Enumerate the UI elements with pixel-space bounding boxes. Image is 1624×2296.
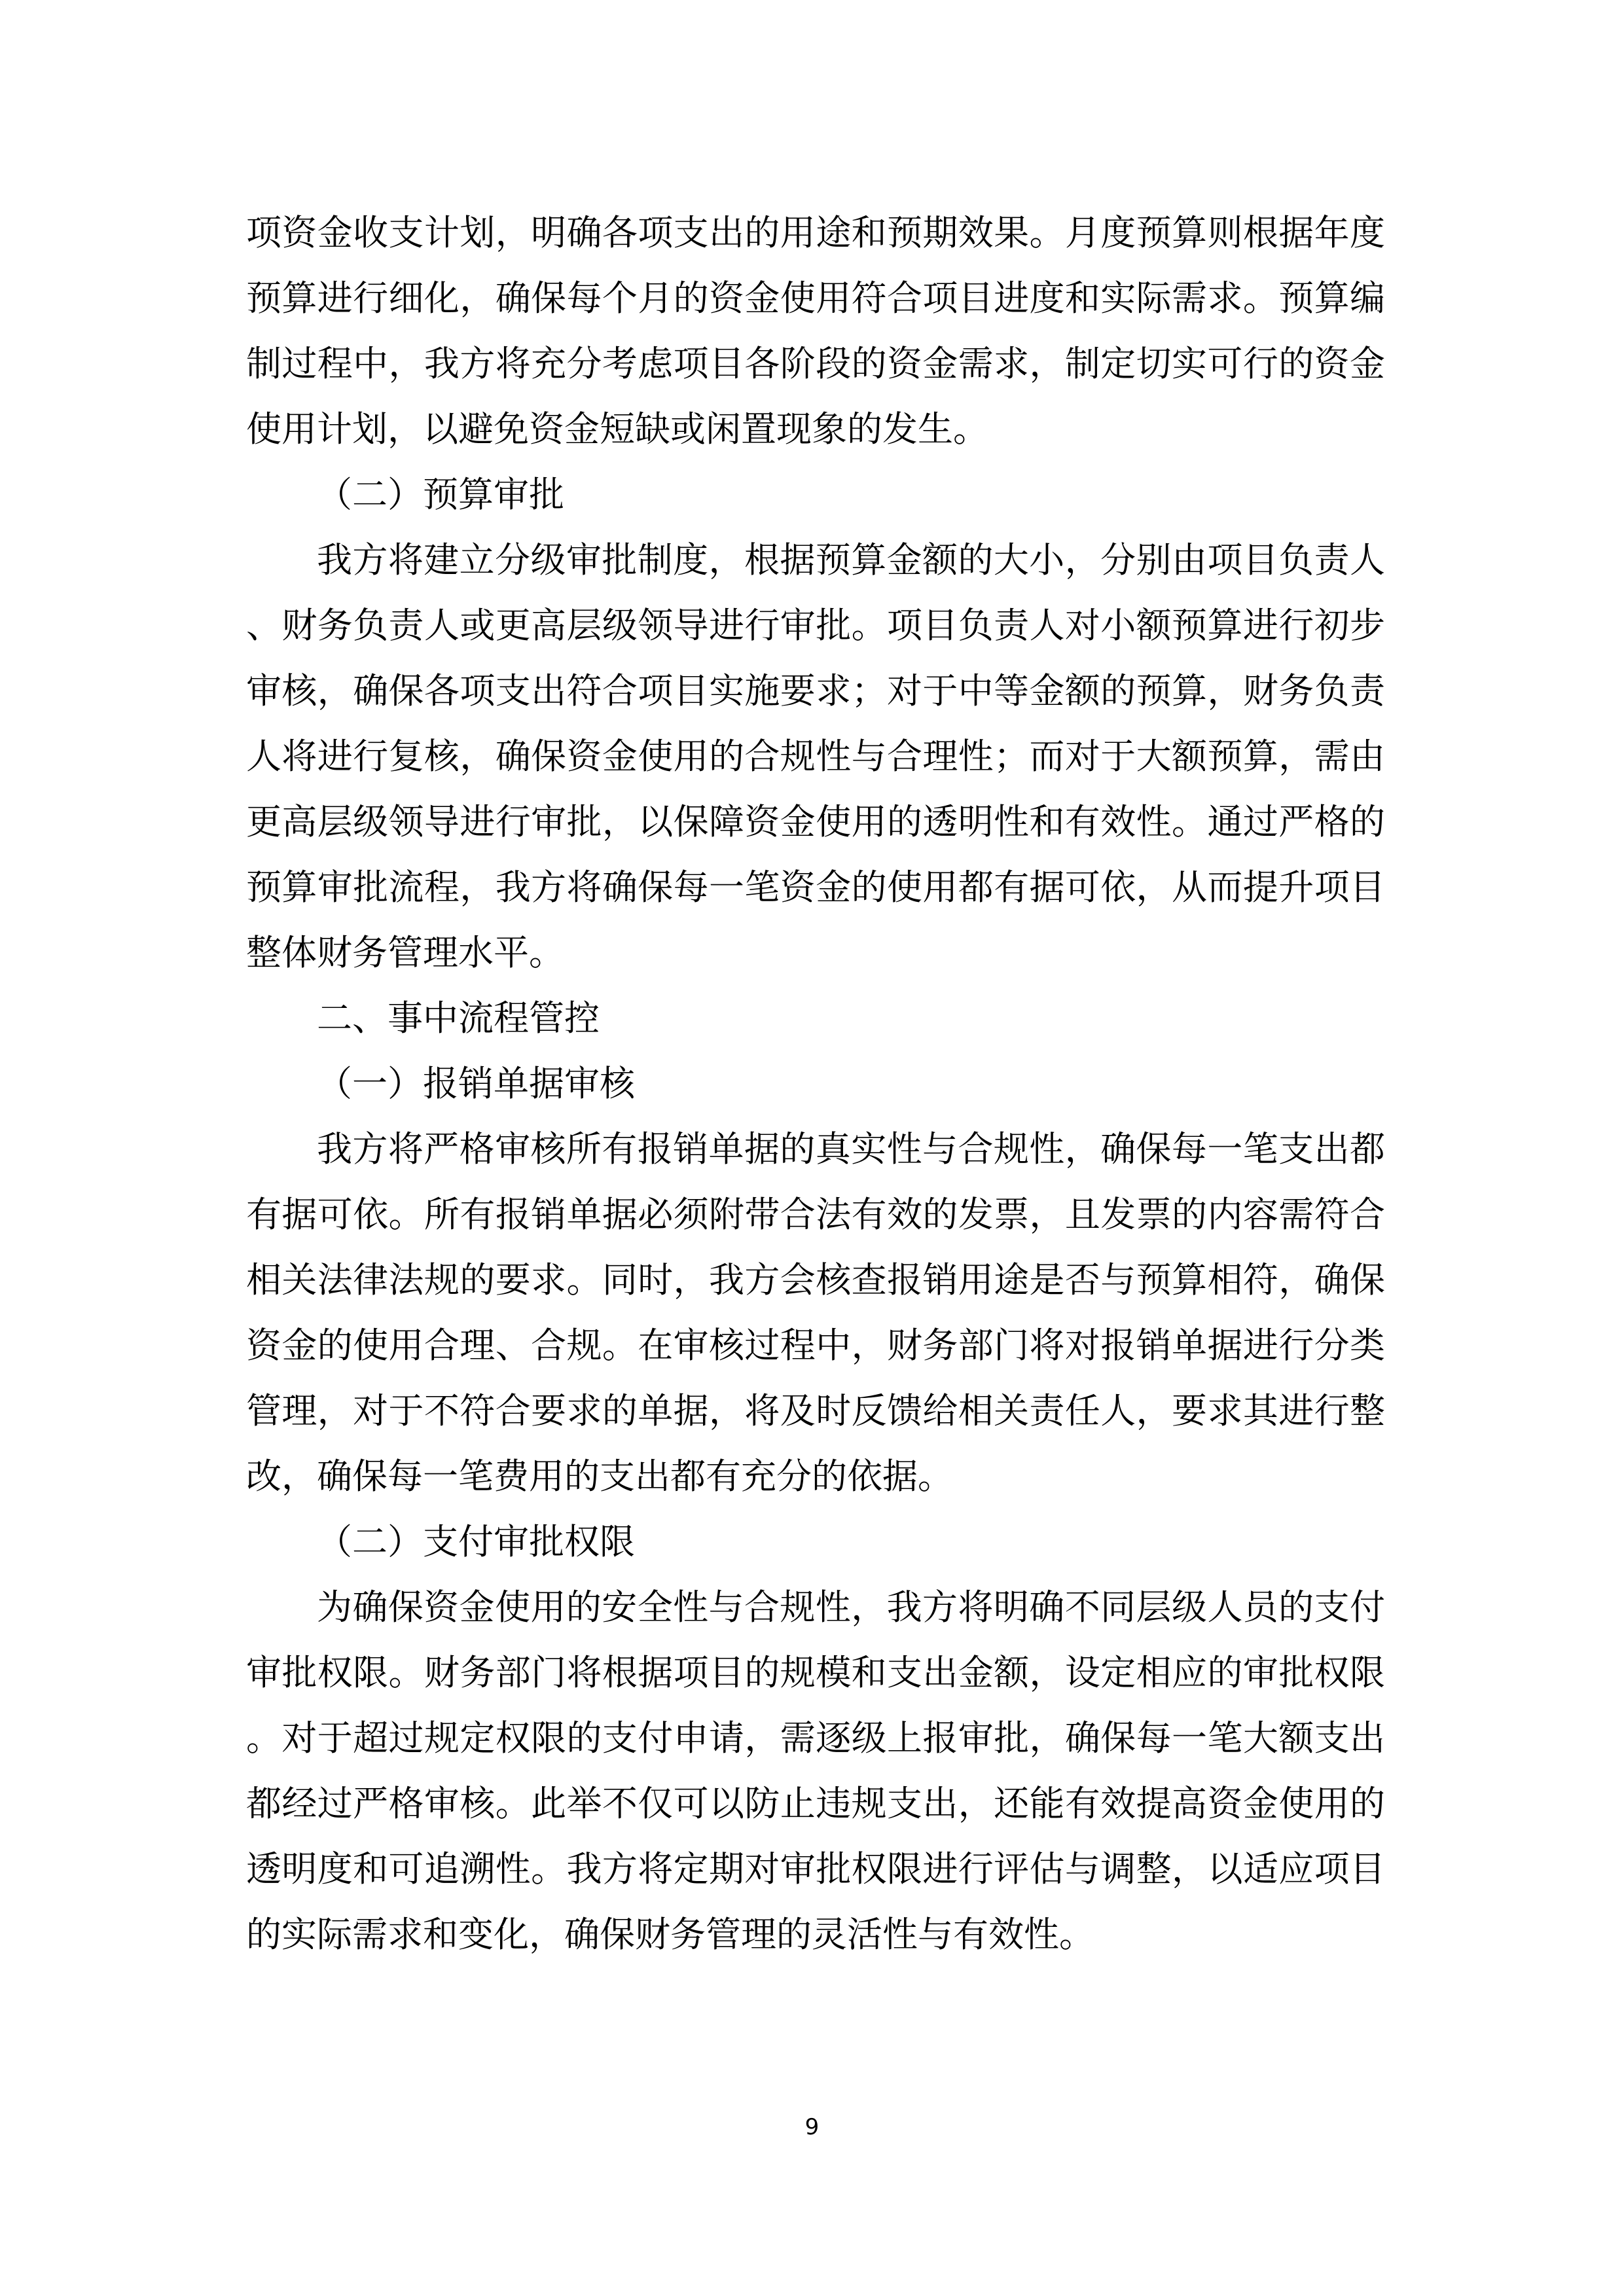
paragraph-reimbursement-review: 我方将严格审核所有报销单据的真实性与合规性，确保每一笔支出都有据可依。所有报销单据必须附带合法有效的发票，且发票的内容需符合相关法律法规的要求。同时，我方会核查报销用途是否与预算相符，确保资金的使用合理、合规。在审核过程中，财务部门将对报销单据进行分类管理，对于不符合要求的单据，将及时反馈给相关责任人，要求其进行整改，确保每一笔费用的支出都有充分的依据。 xyxy=(246,1128,1385,1497)
paragraph-payment-approval-authority: 为确保资金使用的安全性与合规性，我方将明确不同层级人员的支付审批权限。财务部门将根据项目的规模和支出金额，设定相应的审批权限。对于超过规定权限的支付申请，需逐级上报审批，确保每一笔大额支出都经过严格审核。此举不仅可以防止违规支出，还能有效提高资金使用的透明度和可追溯性。我方将定期对审批权限进行评估与调整，以适应项目的实际需求和变化，确保财务管理的灵活性与有效性。 xyxy=(246,1587,1385,1955)
subheading-payment-approval-authority: （二）支付审批权限 xyxy=(317,1521,635,1562)
subheading-reimbursement-review: （一）报销单据审核 xyxy=(317,1063,635,1104)
subheading-budget-approval: （二）预算审批 xyxy=(317,474,564,515)
page-number: 9 xyxy=(804,2114,820,2140)
paragraph-continuation: 项资金收支计划，明确各项支出的用途和预期效果。月度预算则根据年度预算进行细化，确保每个月的资金使用符合项目进度和实际需求。预算编制过程中，我方将充分考虑项目各阶段的资金需求，制定切实可行的资金使用计划，以避免资金短缺或闲置现象的发生。 xyxy=(246,212,1385,450)
document-body xyxy=(246,200,1385,1967)
heading-in-process-control: 二、事中流程管控 xyxy=(317,997,600,1039)
paragraph-budget-approval: 我方将建立分级审批制度，根据预算金额的大小，分别由项目负责人、财务负责人或更高层级领导进行审批。项目负责人对小额预算进行初步审核，确保各项支出符合项目实施要求；对于中等金额的预算，财务负责人将进行复核，确保资金使用的合规性与合理性；而对于大额预算，需由更高层级领导进行审批，以保障资金使用的透明性和有效性。通过严格的预算审批流程，我方将确保每一笔资金的使用都有据可依，从而提升项目整体财务管理水平。 xyxy=(246,539,1385,973)
